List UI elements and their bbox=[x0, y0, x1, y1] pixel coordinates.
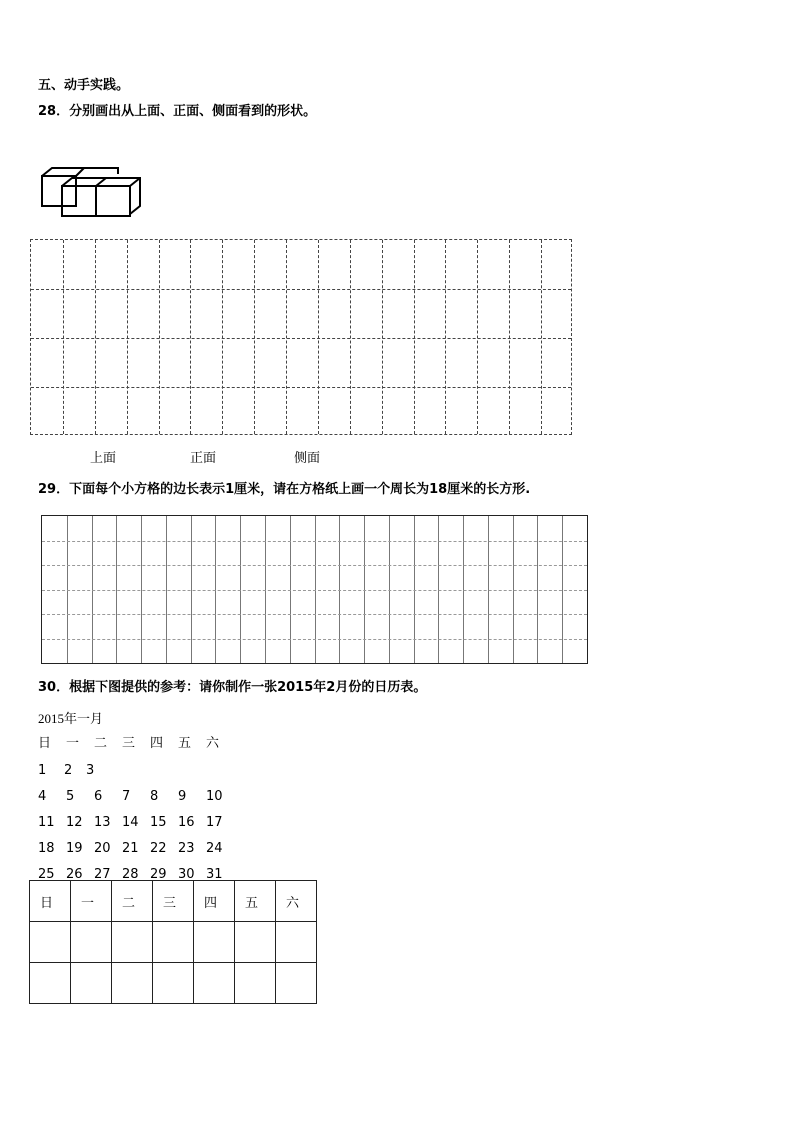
reference-weekday: 二 bbox=[94, 736, 108, 751]
reference-day: 11 bbox=[38, 815, 55, 830]
blank-cell[interactable] bbox=[71, 963, 112, 1004]
grid-line bbox=[190, 240, 191, 434]
question-29-text: 29．下面每个小方格的边长表示1厘米，请在方格纸上画一个周长为18厘米的长方形. bbox=[38, 482, 531, 497]
drawing-grid-q28[interactable] bbox=[30, 239, 572, 435]
reference-day: 24 bbox=[206, 841, 223, 856]
reference-day: 22 bbox=[150, 841, 167, 856]
square-paper-q29[interactable] bbox=[41, 515, 588, 664]
grid-line bbox=[254, 240, 255, 434]
blank-cell[interactable] bbox=[194, 922, 235, 963]
grid-line bbox=[477, 240, 478, 434]
grid-line bbox=[445, 240, 446, 434]
weekday-cell: 五 bbox=[235, 881, 276, 922]
blank-cell[interactable] bbox=[276, 963, 317, 1004]
grid-line bbox=[31, 338, 571, 339]
grid-line bbox=[95, 240, 96, 434]
question-28-text: 28．分别画出从上面、正面、侧面看到的形状。 bbox=[38, 104, 317, 119]
reference-day: 21 bbox=[122, 841, 139, 856]
reference-day: 8 bbox=[150, 789, 159, 804]
reference-day: 29 bbox=[150, 867, 167, 882]
blank-cell[interactable] bbox=[194, 963, 235, 1004]
blank-cell[interactable] bbox=[153, 922, 194, 963]
reference-day: 17 bbox=[206, 815, 223, 830]
reference-day: 18 bbox=[38, 841, 55, 856]
reference-day: 15 bbox=[150, 815, 167, 830]
grid-line bbox=[42, 639, 587, 640]
grid-line bbox=[318, 240, 319, 434]
reference-weekday: 三 bbox=[122, 736, 136, 751]
grid-line bbox=[42, 614, 587, 615]
reference-day: 31 bbox=[206, 867, 223, 882]
reference-weekday: 五 bbox=[178, 736, 192, 751]
reference-day: 28 bbox=[122, 867, 139, 882]
blank-row bbox=[30, 922, 317, 963]
reference-day: 2 bbox=[64, 763, 73, 778]
grid-line bbox=[414, 240, 415, 434]
reference-day: 27 bbox=[94, 867, 111, 882]
reference-day: 23 bbox=[178, 841, 195, 856]
reference-weekday: 日 bbox=[38, 736, 52, 751]
blank-cell[interactable] bbox=[30, 922, 71, 963]
reference-weekday: 四 bbox=[150, 736, 164, 751]
reference-day: 4 bbox=[38, 789, 47, 804]
label-side-view: 侧面 bbox=[294, 451, 321, 466]
reference-day: 12 bbox=[66, 815, 83, 830]
grid-line bbox=[222, 240, 223, 434]
reference-day: 20 bbox=[94, 841, 111, 856]
reference-day: 7 bbox=[122, 789, 131, 804]
reference-weekday: 六 bbox=[206, 736, 220, 751]
section-title: 五、动手实践。 bbox=[38, 78, 130, 93]
reference-day: 30 bbox=[178, 867, 195, 882]
blank-cell[interactable] bbox=[235, 922, 276, 963]
reference-day: 19 bbox=[66, 841, 83, 856]
grid-line bbox=[382, 240, 383, 434]
grid-line bbox=[31, 289, 571, 290]
grid-line bbox=[42, 565, 587, 566]
reference-day: 9 bbox=[178, 789, 187, 804]
grid-line bbox=[42, 590, 587, 591]
blank-cell[interactable] bbox=[276, 922, 317, 963]
reference-day: 25 bbox=[38, 867, 55, 882]
weekday-cell: 六 bbox=[276, 881, 317, 922]
grid-line bbox=[159, 240, 160, 434]
weekday-header-row bbox=[30, 881, 317, 922]
reference-day: 13 bbox=[94, 815, 111, 830]
reference-day: 6 bbox=[94, 789, 103, 804]
label-front-view: 正面 bbox=[190, 451, 217, 466]
grid-line bbox=[286, 240, 287, 434]
grid-line bbox=[541, 240, 542, 434]
grid-line bbox=[63, 240, 64, 434]
label-top-view: 上面 bbox=[90, 451, 117, 466]
reference-day: 3 bbox=[86, 763, 95, 778]
grid-line bbox=[31, 387, 571, 388]
blank-cell[interactable] bbox=[30, 963, 71, 1004]
weekday-cell: 一 bbox=[71, 881, 112, 922]
weekday-cell: 三 bbox=[153, 881, 194, 922]
weekday-cell: 二 bbox=[112, 881, 153, 922]
reference-day: 26 bbox=[66, 867, 83, 882]
blank-row bbox=[30, 963, 317, 1004]
blank-cell[interactable] bbox=[112, 922, 153, 963]
weekday-cell: 日 bbox=[30, 881, 71, 922]
reference-day: 10 bbox=[206, 789, 223, 804]
reference-day: 16 bbox=[178, 815, 195, 830]
weekday-cell: 四 bbox=[194, 881, 235, 922]
blank-cell[interactable] bbox=[71, 922, 112, 963]
blank-cell[interactable] bbox=[153, 963, 194, 1004]
blank-cell[interactable] bbox=[112, 963, 153, 1004]
reference-day: 1 bbox=[38, 763, 47, 778]
grid-line bbox=[350, 240, 351, 434]
reference-weekday: 一 bbox=[66, 736, 80, 751]
february-calendar-table[interactable] bbox=[29, 880, 317, 1004]
grid-line bbox=[509, 240, 510, 434]
grid-line bbox=[42, 541, 587, 542]
reference-day: 14 bbox=[122, 815, 139, 830]
reference-day: 5 bbox=[66, 789, 75, 804]
reference-calendar-title: 2015年一月 bbox=[38, 711, 104, 726]
cube-figure bbox=[38, 164, 144, 218]
question-30-text: 30．根据下图提供的参考：请你制作一张2015年2月份的日历表。 bbox=[38, 680, 427, 695]
grid-line bbox=[127, 240, 128, 434]
blank-cell[interactable] bbox=[235, 963, 276, 1004]
